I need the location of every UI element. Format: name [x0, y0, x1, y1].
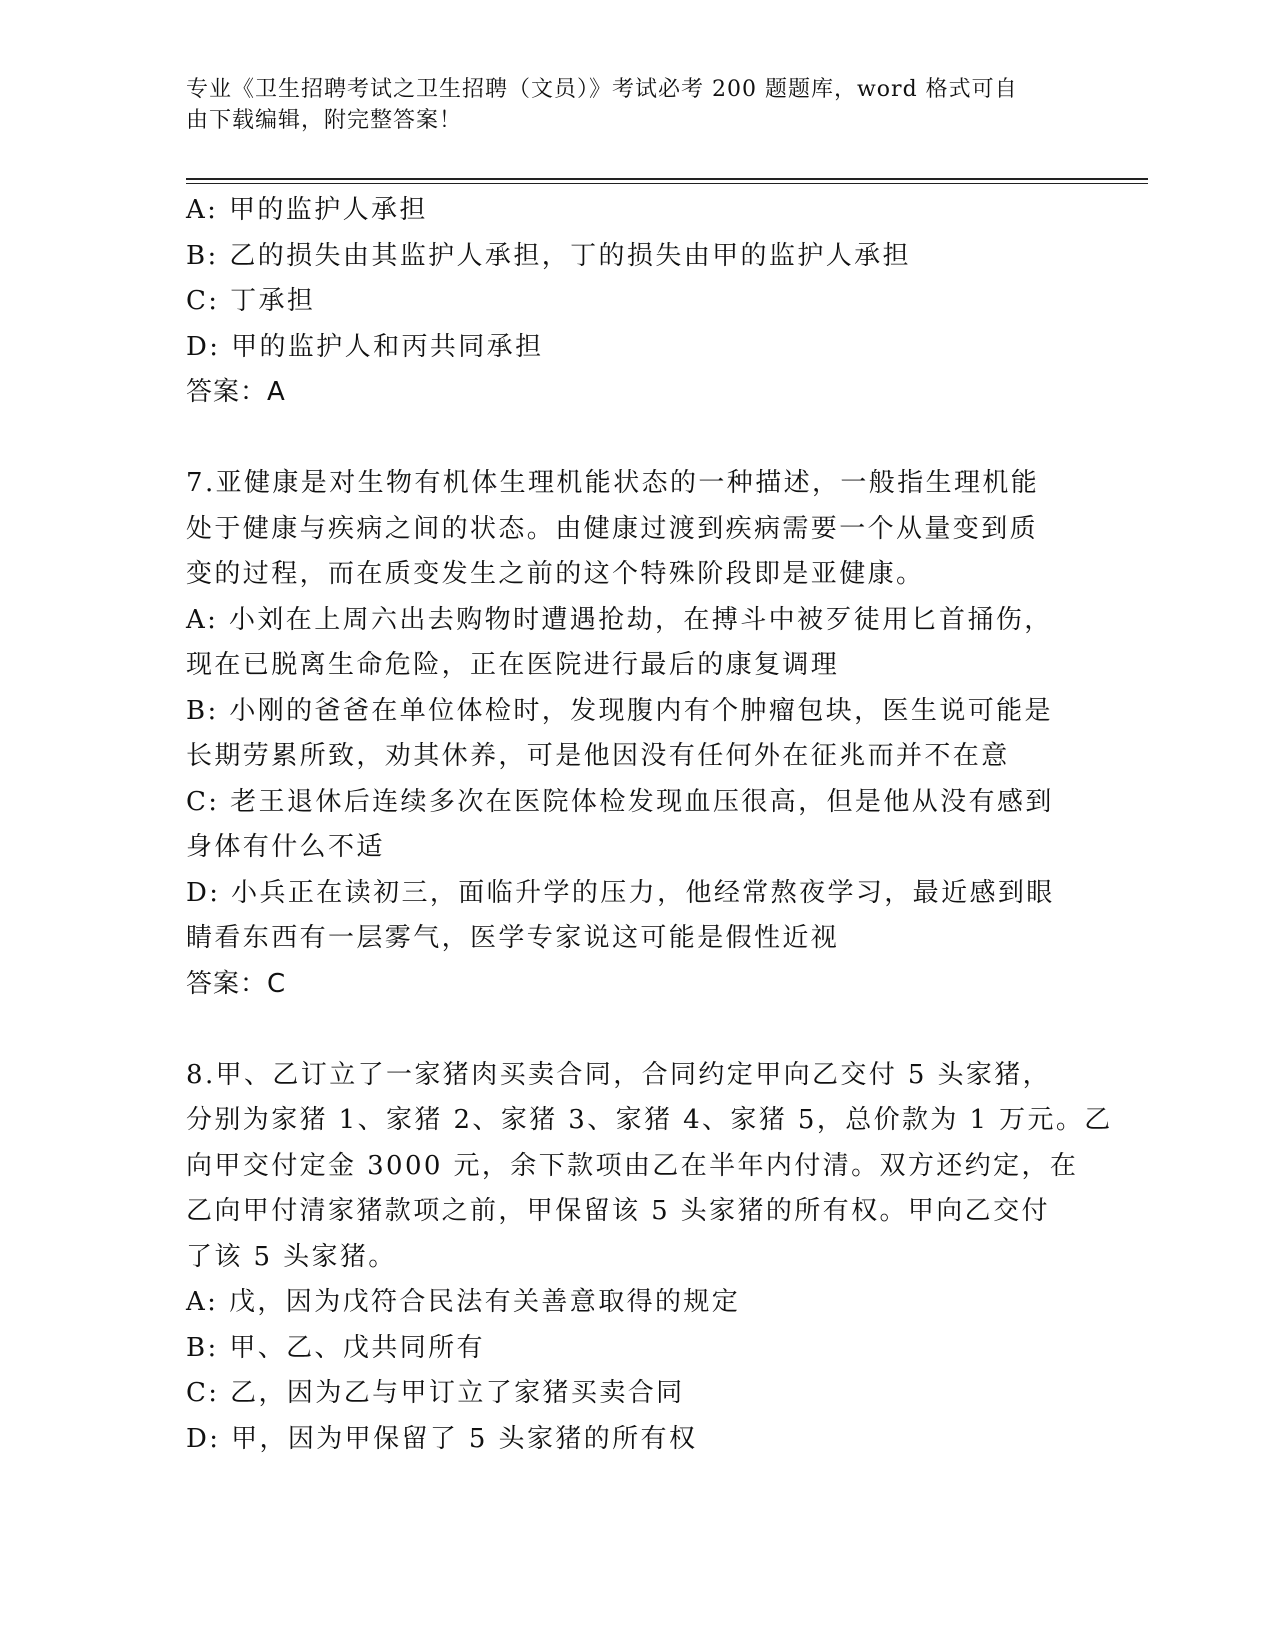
- q8-stem-line: 分别为家猪 1、家猪 2、家猪 3、家猪 4、家猪 5，总价款为 1 万元。乙: [186, 1105, 1113, 1135]
- q6-answer: 答案：A: [186, 377, 286, 407]
- q7-option-c-line: 身体有什么不适: [186, 832, 385, 862]
- header-divider-thin: [186, 183, 1148, 184]
- question-spacer: [186, 1007, 1086, 1053]
- q7-option-b-line: B: 小刚的爸爸在单位体检时，发现腹内有个肿瘤包块，医生说可能是: [186, 695, 1053, 726]
- question-7-block: [186, 461, 1086, 1007]
- q8-option-b: B: 甲、乙、戊共同所有: [186, 1332, 485, 1363]
- q7-answer: 答案：C: [186, 968, 287, 999]
- q6-option-b: B: 乙的损失由其监护人承担，丁的损失由甲的监护人承担: [186, 240, 911, 271]
- question-8-block: [186, 1053, 1113, 1463]
- header-title-line-2: 由下载编辑，附完整答案！: [186, 108, 463, 133]
- q7-option-c-line: C: 老王退休后连续多次在医院体检发现血压很高，但是他从没有感到: [186, 786, 1054, 817]
- q7-option-b-line: 长期劳累所致，劝其休养，可是他因没有任何外在征兆而并不在意: [186, 741, 1010, 771]
- q7-option-a-line: 现在已脱离生命危险，正在医院进行最后的康复调理: [186, 650, 840, 680]
- q8-stem-line: 了该 5 头家猪。: [186, 1241, 397, 1272]
- q7-stem-line: 7.亚健康是对生物有机体生理机能状态的一种描述，一般指生理机能: [186, 468, 1040, 498]
- header-divider-thick: [186, 178, 1148, 180]
- q6-option-c: C: 丁承担: [186, 286, 316, 316]
- page-header: [186, 74, 1066, 136]
- q7-stem-line: 变的过程，而在质变发生之前的这个特殊阶段即是亚健康。: [186, 559, 925, 589]
- q8-stem-line: 向甲交付定金 3000 元，余下款项由乙在半年内付清。双方还约定，在: [186, 1150, 1079, 1181]
- question-content: [186, 188, 1113, 1462]
- q8-option-d: D: 甲，因为甲保留了 5 头家猪的所有权: [186, 1423, 698, 1454]
- q7-option-d-line: D: 小兵正在读初三，面临升学的压力，他经常熬夜学习，最近感到眼: [186, 877, 1055, 908]
- q8-option-c: C: 乙，因为乙与甲订立了家猪买卖合同: [186, 1378, 685, 1408]
- q6-option-d: D: 甲的监护人和丙共同承担: [186, 331, 544, 362]
- header-title-line-1: 专业《卫生招聘考试之卫生招聘（文员）》考试必考 200 题题库，word 格式可自: [186, 77, 1018, 102]
- q7-stem-line: 处于健康与疾病之间的状态。由健康过渡到疾病需要一个从量变到质: [186, 513, 1039, 544]
- q7-option-d-line: 睛看东西有一层雾气，医学专家说这可能是假性近视: [186, 923, 840, 953]
- q7-option-a-line: A: 小刘在上周六出去购物时遭遇抢劫，在搏斗中被歹徒用匕首捅伤，: [186, 604, 1053, 635]
- q8-stem-line: 乙向甲付清家猪款项之前，甲保留该 5 头家猪的所有权。甲向乙交付: [186, 1196, 1050, 1226]
- q8-stem-line: 8.甲、乙订立了一家猪肉买卖合同，合同约定甲向乙交付 5 头家猪，: [186, 1059, 1052, 1090]
- question-spacer: [186, 416, 1086, 462]
- question-6-block: [186, 188, 1086, 416]
- q8-option-a: A: 戊，因为戊符合民法有关善意取得的规定: [186, 1287, 741, 1317]
- q6-option-a: A: 甲的监护人承担: [186, 195, 428, 225]
